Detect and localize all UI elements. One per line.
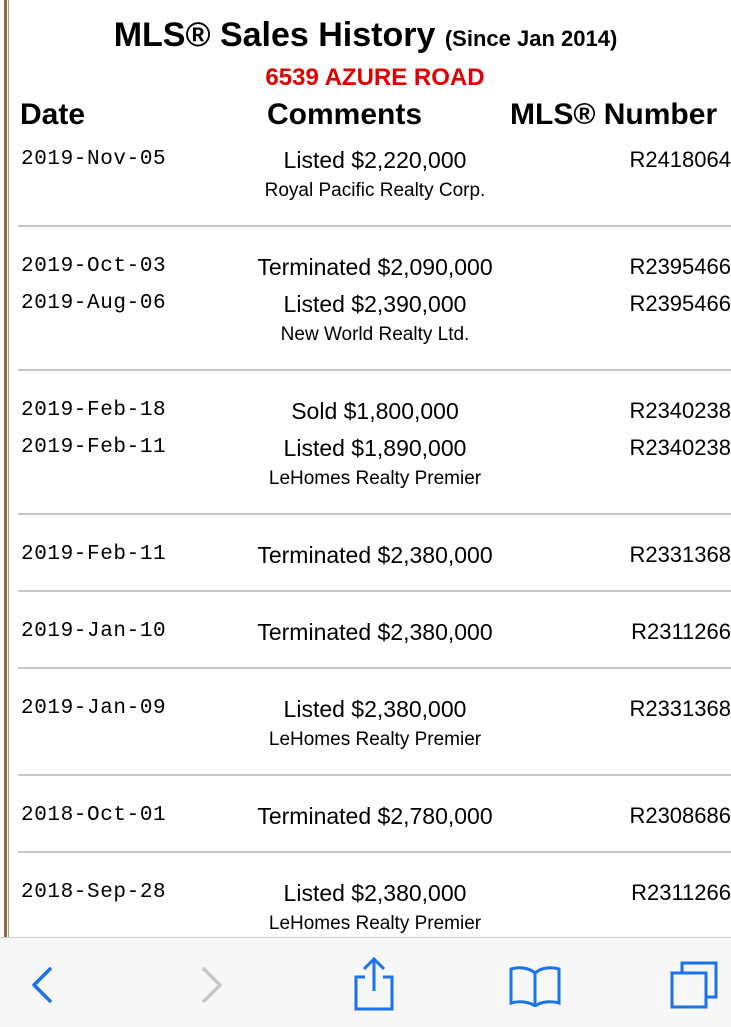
row-separator	[18, 667, 731, 669]
row-agency: LeHomes Realty Premier	[268, 468, 482, 489]
row-mls-number[interactable]: R2331368	[629, 696, 731, 721]
share-button[interactable]	[344, 960, 404, 1010]
page-header	[0, 16, 731, 55]
row-comment: Terminated $2,780,000	[257, 803, 493, 829]
row-comment: Terminated $2,380,000	[257, 542, 493, 568]
row-mls-number[interactable]: R2311266	[631, 880, 731, 905]
row-comment: Listed $1,890,000	[283, 435, 467, 461]
share-icon	[352, 957, 396, 1013]
forward-icon	[200, 965, 224, 1005]
row-date: 2019-Jan-10	[21, 620, 167, 643]
row-separator	[18, 590, 731, 592]
row-separator	[18, 513, 731, 515]
page-title: MLS® Sales History (Since Jan 2014)	[113, 16, 618, 54]
table-row	[0, 539, 731, 571]
row-date: 2019-Aug-06	[21, 292, 167, 315]
since-note: (Since Jan 2014)	[444, 26, 618, 51]
browser-toolbar	[0, 937, 731, 1027]
back-icon	[30, 965, 54, 1005]
row-agency: New World Realty Ltd.	[280, 324, 470, 345]
row-agency: Royal Pacific Realty Corp.	[264, 180, 486, 201]
row-comment: Listed $2,220,000	[283, 147, 467, 173]
property-address: 6539 AZURE ROAD	[265, 64, 485, 91]
row-mls-number[interactable]: R2395466	[629, 254, 731, 279]
row-date: 2019-Jan-09	[21, 697, 167, 720]
row-agency: LeHomes Realty Premier	[268, 729, 482, 750]
row-comment: Listed $2,390,000	[283, 291, 467, 317]
row-comment: Listed $2,380,000	[283, 696, 467, 722]
table-row	[0, 877, 731, 909]
row-separator	[18, 851, 731, 853]
row-mls-number[interactable]: R2340238	[629, 435, 731, 460]
column-header-mls: MLS® Number	[510, 98, 718, 131]
row-comment: Terminated $2,090,000	[257, 254, 493, 280]
row-mls-number[interactable]: R2340238	[629, 398, 731, 423]
bookmarks-button[interactable]	[505, 960, 565, 1010]
row-date: 2019-Feb-11	[21, 436, 167, 459]
row-mls-number[interactable]: R2308686	[629, 803, 731, 828]
table-row	[0, 251, 731, 283]
row-mls-number[interactable]: R2311266	[631, 619, 731, 644]
table-row	[0, 432, 731, 464]
row-date: 2019-Feb-11	[21, 543, 167, 566]
row-mls-number[interactable]: R2418064	[629, 147, 731, 172]
table-row	[0, 800, 731, 832]
back-button[interactable]	[12, 960, 72, 1010]
column-header-date: Date	[20, 98, 86, 131]
bookmarks-icon	[508, 963, 562, 1007]
tabs-button[interactable]	[664, 960, 724, 1010]
row-comment: Terminated $2,380,000	[257, 619, 493, 645]
row-date: 2018-Oct-01	[21, 804, 167, 827]
tabs-icon	[668, 959, 720, 1011]
table-row	[0, 616, 731, 648]
forward-button[interactable]	[182, 960, 242, 1010]
row-separator	[18, 369, 731, 371]
row-comment: Listed $2,380,000	[283, 880, 467, 906]
row-mls-number[interactable]: R2331368	[629, 542, 731, 567]
row-comment: Sold $1,800,000	[291, 398, 459, 424]
row-separator	[18, 225, 731, 227]
row-date: 2019-Feb-18	[21, 399, 167, 422]
page-border	[4, 0, 7, 937]
column-header-comments: Comments	[267, 98, 423, 131]
table-row	[0, 395, 731, 427]
row-date: 2019-Oct-03	[21, 255, 167, 278]
row-date: 2018-Sep-28	[21, 881, 167, 904]
row-agency: LeHomes Realty Premier	[268, 913, 482, 934]
table-row	[0, 288, 731, 320]
table-row	[0, 144, 731, 176]
row-mls-number[interactable]: R2395466	[629, 291, 731, 316]
row-separator	[18, 774, 731, 776]
row-date: 2019-Nov-05	[21, 148, 167, 171]
table-row	[0, 693, 731, 725]
